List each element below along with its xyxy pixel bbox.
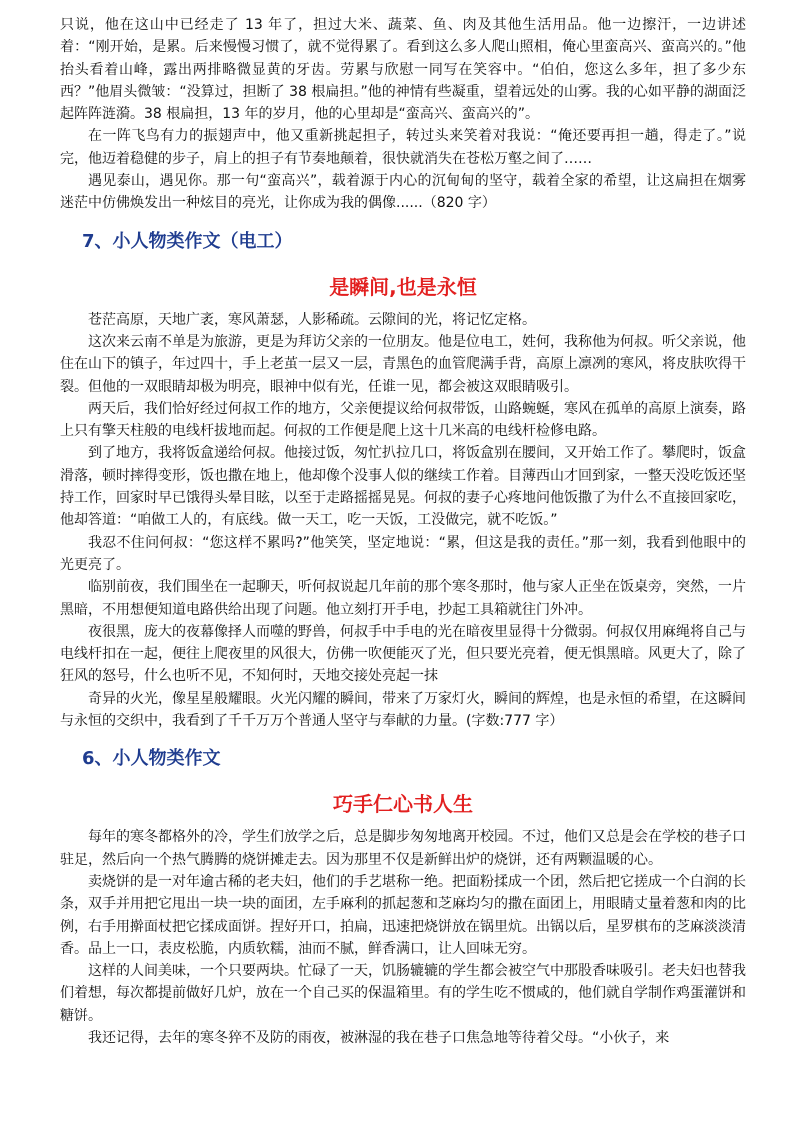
paragraph: 临别前夜，我们围坐在一起聊天，听何叔说起几年前的那个寒冬那时，他与家人正坐在饭桌旁，突然，一片黑暗，不用想便知道电路供给出现了问题。他立刻打开手电，抄起工具箱就往门外冲。 bbox=[60, 579, 746, 618]
paragraph: 我忍不住问何叔：“您这样不累吗?”他笑笑，坚定地说：“累，但这是我的责任。”那一刻，我看到他眼中的光更亮了。 bbox=[60, 534, 746, 573]
section-heading: 6、小人物类作文 bbox=[82, 748, 221, 770]
paragraph: 夜很黑，庞大的夜幕像择人而噬的野兽，何叔手中手电的光在暗夜里显得十分微弱。何叔仅用麻绳将自己与电线杆扣在一起，便往上爬夜里的风很大，仿佛一吹便能灭了光，但只要光亮着，便无惧黑暗。风更大了，除了狂风的怒号，什么也听不见，不知何时，天地交接处亮起一抹 bbox=[60, 623, 746, 685]
paragraph: 两天后，我们恰好经过何叔工作的地方，父亲便提议给何叔带饭，山路蜿蜒，寒风在孤单的高原上演奏，路上只有擎天柱般的电线杆拔地而起。何叔的工作便是爬上这十几米高的电线杆检修电路。 bbox=[60, 400, 746, 440]
section-heading: 7、小人物类作文（电工） bbox=[82, 230, 293, 252]
paragraph: 卖烧饼的是一对年逾古稀的老夫妇，他们的手艺堪称一绝。把面粉揉成一个团，然后把它搓成一个白润的长条，双手并用把它甩出一块一块的面团，左手麻利的抓起葱和芝麻均匀的撒在面团上，用眼睛丈量着葱和肉的比例，右手用擀面杖把它揉成面饼。捏好开口，拍扁，迅速把烧饼放在锅里炕。出锅以后，星罗棋布的芝麻淡淡清香。品上一口，表皮松脆，内质软糯，油而不腻，鲜香满口，让人回味无穷。 bbox=[60, 873, 746, 957]
paragraph: 这次来云南不单是为旅游，更是为拜访父亲的一位朋友。他是位电工，姓何，我称他为何叔。听父亲说，他住在山下的镇子，年过四十，手上老茧一层又一层，青黑色的血管爬满手背，高原上凛冽的寒风，将皮肤吹得干裂。但他的一双眼睛却极为明亮，眼神中似有光，任谁一见，都会被这双眼睛吸引。 bbox=[60, 333, 746, 395]
document-page bbox=[60, 0, 746, 1122]
article-title: 巧手仁心书人生 bbox=[333, 792, 473, 817]
paragraph: 我还记得，去年的寒冬猝不及防的雨夜，被淋湿的我在巷子口焦急地等待着父母。“小伙子，来 bbox=[88, 1029, 670, 1046]
paragraph: 遇见泰山，遇见你。那一句“蛮高兴”，载着源于内心的沉甸甸的坚守，载着全家的希望，让这扁担在烟雾迷茫中仿佛焕发出一种炫目的亮光，让你成为我的偶像......（820 字） bbox=[60, 173, 746, 212]
paragraph: 每年的寒冬都格外的冷，学生们放学之后，总是脚步匆匆地离开校园。不过，他们又总是会在学校的巷子口驻足，然后向一个热气腾腾的烧饼摊走去。因为那里不仅是新鲜出炉的烧饼，还有两颗温暖的心。 bbox=[60, 829, 746, 868]
paragraph: 到了地方，我将饭盒递给何叔。他接过饭，匆忙扒拉几口，将饭盒别在腰间，又开始工作了。攀爬时，饭盒滑落，顿时摔得变形，饭也撒在地上，他却像个没事人似的继续工作着。目薄西山才回到家，一整天没吃饭还坚持工作，回家时早已饿得头晕目眩，以至于走路摇摇晃晃。何叔的妻子心疼地问他饭撒了为什么不直接回家吃，他却答道：“咱做工人的，有底线。做一天工，吃一天饭，工没做完，就不吃饭。” bbox=[60, 445, 746, 529]
article-title: 是瞬间,也是永恒 bbox=[329, 274, 477, 299]
paragraph: 苍茫高原，天地广袤，寒风萧瑟，人影稀疏。云隙间的光，将记忆定格。 bbox=[88, 311, 536, 328]
paragraph: 只说，他在这山中已经走了 13 年了，担过大米、蔬菜、鱼、肉及其他生活用品。他一边擦汗，一边讲述着：“刚开始，是累。后来慢慢习惯了，就不觉得累了。看到这么多人爬山照相，俺心里蛮高兴、蛮高兴的。”他抬头看着山峰，露出两排略微显黄的牙齿。劳累与欣慰一同写在笑容中。“伯伯，您这么多年，担了多少东西？”他眉头微皱：“没算过，担断了 38 根扁担。”他的神情有些凝重，望着远处的山雾。我的心如平静的湖面泛起阵阵涟漪。38 根扁担，13 年的岁月，他的心里却是“蛮高兴、蛮高兴的”。 bbox=[60, 17, 746, 123]
paragraph: 奇异的火光，像星星般耀眼。火光闪耀的瞬间，带来了万家灯火，瞬间的辉煌，也是永恒的希望，在这瞬间与永恒的交织中，我看到了千千万万个普通人坚守与奉献的力量。(字数:777 字） bbox=[60, 690, 746, 730]
paragraph: 在一阵飞鸟有力的振翅声中，他又重新挑起担子，转过头来笑着对我说：“俺还要再担一趟，得走了。”说完，他迈着稳健的步子，肩上的担子有节奏地颠着，很快就消失在苍松万壑之间了…… bbox=[60, 128, 746, 167]
paragraph: 这样的人间美味，一个只要两块。忙碌了一天，饥肠辘辘的学生都会被空气中那股香味吸引。老夫妇也替我们着想，每次都提前做好几炉，放在一个自己买的保温箱里。有的学生吃不惯咸的，他们就自学制作鸡蛋灌饼和糖饼。 bbox=[60, 963, 746, 1024]
